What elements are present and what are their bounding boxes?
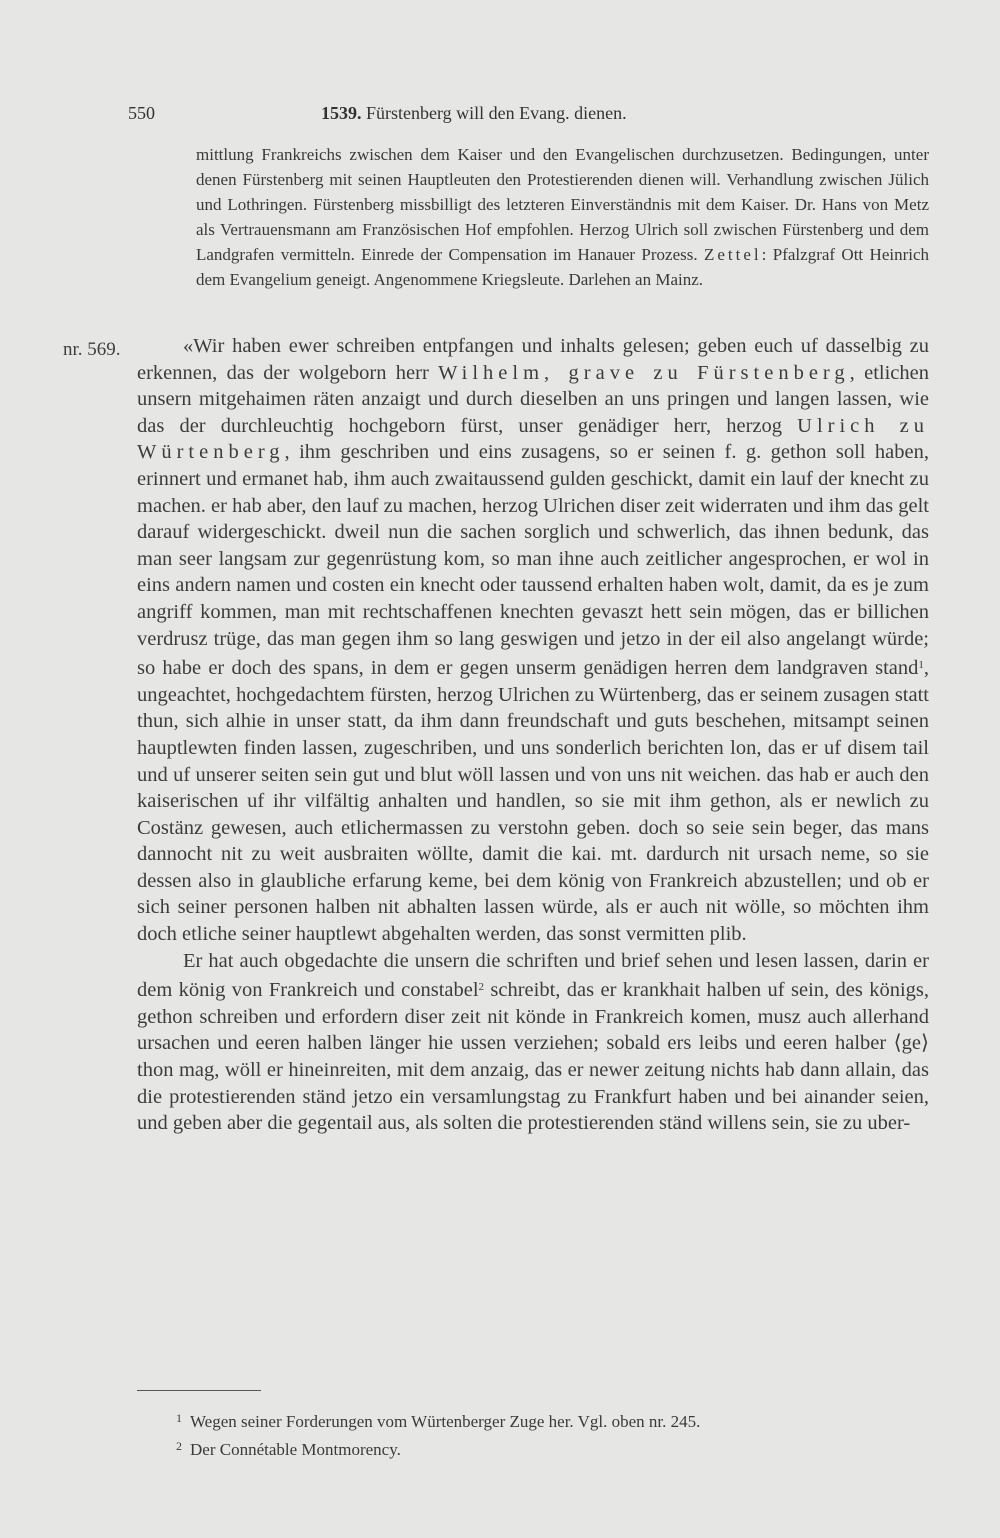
p1-text-a: «Wir haben ewer schreiben entpfangen und inhalts gelesen; geben euch uf dasselbig zu erkennen, das der wolgeborn herr xyxy=(137,335,929,384)
summary-part1: mittlung Frankreichs zwischen dem Kaiser und den Evangelischen durchzusetzen. Bedingungen, unter denen Fürstenberg mit seinen Hauptleuten den Protestierenden dienen will. Verhandlung zwischen Jülich und Lothringen. Fürstenberg missbilligt des letzteren Einverständnis mit dem Kaiser. Dr. Hans von Metz als Vertrauensmann am Französischen Hof empfohlen. Herzog Ulrich soll zwischen Fürstenberg und dem Landgrafen vermitteln. Einrede der Compensation im Hanauer Prozess. xyxy=(196,145,929,264)
summary-part2: : Pfalzgraf Ott Heinrich dem Evangelium geneigt. Angenommene Kriegsleute. Darlehen an Mainz. xyxy=(196,245,930,289)
footnote-text: Der Connétable Montmorency. xyxy=(190,1440,401,1459)
footnote-divider xyxy=(137,1390,261,1391)
footnote-2 xyxy=(176,1434,896,1462)
person-name-wilhelm: Wilhelm, grave zu Fürstenberg xyxy=(438,361,850,384)
page-header xyxy=(128,98,928,128)
p1-text-c: , ihm geschriben und eins zusagens, so er seinen f. g. gethon soll haben, erinnert und ermanet hab, ihm auch zwaitaussend gulden geschickt, damit ein lauf der knecht zu machen. er hab aber, den lauf zu machen, herzog Ulrichen diser zeit widerraten und ihm das gelt darauf widergeschickt. dweil nun die sachen sorglich und schwerlich, das ihnen bedunk, das man seer langsam zur gegenrüstung kom, so man ihne auch zeitlicher angesprochen, er wol in eins andern namen und costen ein knecht oder taussend erhalten haben wolt, damit, da es je zum angriff kommen, man mit rechtschaffenen knechten gevaszt hett sein mögen, das er billichen verdrusz trüge, das man gegen ihm so lang geswigen und jetzo in der eil also angelangt würde; so habe er doch des spans, in dem er gegen unserm genädigen herren dem landgraven stand xyxy=(137,441,929,680)
footnotes xyxy=(176,1406,896,1462)
summary-zettel-label: Zettel xyxy=(704,245,762,264)
footnote-text: Wegen seiner Forderungen vom Würtenberger Zuge her. Vgl. oben nr. 245. xyxy=(190,1412,701,1431)
p1-text-b: , etlichen unsern mitgehaimen räten anzaigt und durch dieselben an uns pringen und langen lassen, wie das der durchleuchtig hochgeborn fürst, unser genädiger herr, herzog xyxy=(137,361,929,437)
p2-text-b: schreibt, das er krankhait halben uf sein, des königs, gethon schreiben und erfordern diser zeit nit könde in Frankreich komen, musz auch allerhand ursachen und eeren halben länger hie ussen verziehen; sobald ers leibs und eeren halber ⟨ge⟩thon mag, wöll er hineinreiten, mit dem anzaig, das er newer zeitung nichts hab dann allain, das die protestierenden ständ jetzo ein versamlungstag zu Frankfurt haben und bei ainander seien, und geben aber die gegentail aus, als solten die protestierenden ständ willens sein, sie zu uber- xyxy=(137,979,929,1135)
header-title: Fürstenberg will den Evang. dienen. xyxy=(366,103,627,123)
document-number: nr. 569. xyxy=(63,339,121,360)
footnote-ref-1: 1 xyxy=(918,659,924,672)
header-year: 1539. xyxy=(321,103,362,123)
p1-text-d: , ungeachtet, hochgedachtem fürsten, herzog Ulrichen zu Würtenberg, das er seinem zusagen statt thun, sich alhie in unser statt, da ihm dann freundschaft und guts beschehen, mitsampt seinen hauptlewten finden lassen, zugeschriben, und uns sonderlich berichten lon, das er uf disem tail und uf unserer seiten sein gut und blut wöll lassen und von uns nit weichen. das hab er auch den kaiserischen uf ihr vilfältig anhalten und handlen, so sie mit ihm gethon, als er newlich zu Costänz gewesen, auch etlichermassen zu verstohn geben. doch so seie sein beger, das mans dannocht nit zu weit ausbraiten wöllte, damit die kai. mt. dardurch nit ursach neme, so sie dessen also in glaubliche erfarung keme, bei dem könig von Frankreich abzustellen; und ob er sich seiner personen halben nit abhalten lassen würde, als er auch nit wölle, so möchten ihm doch etliche seiner hauptlewt abgehalten werden, das sonst vermitten plib. xyxy=(137,657,929,946)
footnote-1 xyxy=(176,1406,896,1434)
person-name-ulrich: Ulrich zu Würtenberg xyxy=(137,414,930,464)
paragraph-2 xyxy=(137,948,929,1137)
p2-text-a: Er hat auch obgedachte die unsern die schriften und brief sehen und lesen lassen, darin er dem könig von Frankreich und constabel xyxy=(137,949,929,1002)
page-number: 550 xyxy=(128,103,155,123)
main-text xyxy=(137,333,929,1137)
footnote-ref-2: 2 xyxy=(478,981,485,994)
footnote-marker: 1 xyxy=(176,1411,182,1425)
paragraph-1 xyxy=(137,333,929,948)
running-title xyxy=(321,98,627,128)
footnote-marker: 2 xyxy=(176,1439,182,1453)
document-summary xyxy=(196,142,929,292)
